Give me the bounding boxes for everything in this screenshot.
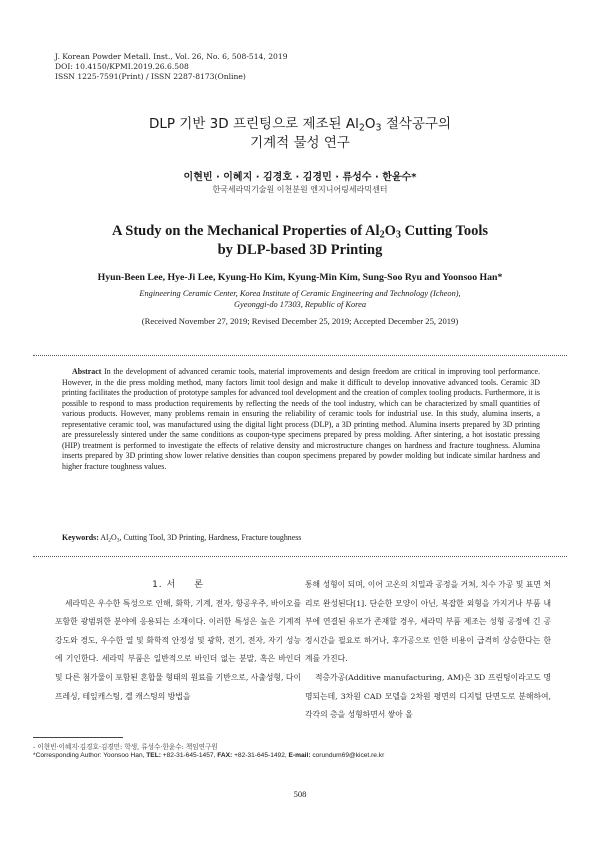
- english-authors: Hyun-Been Lee, Hye-Ji Lee, Kyung-Ho Kim, Kyung-Min Kim, Sung-Soo Ryu and Yoonsoo Han*: [97, 272, 503, 283]
- abstract-text: In the development of advanced ceramic tools, material improvements and design freedom are critical in improving tool performance. However, in the die press molding method, many factors limit tool design and make it difficult to develop innovative advanced tools. Ceramic 3D printing facilitates the production of prototype samples for advanced tool development and the creation of complex tooling products. Furthermore, it is possible to respond to mass production requirements by reflecting the needs of the tool industry, which can be characterized by small quantities of various products. However, many problems remain in ensuring the reliability of ceramic tools for industrial use. In this study, alumina inserts, a representative ceramic tool, was manufactured using the digital light process (DLP), a 3D printing method. Alumina inserts prepared by 3D printing are pressurelessly sintered under the same conditions as coupon-type specimens prepared by press molding. After sintering, a hot isostatic pressing (HIP) treatment is performed to investigate the effects of relative density and microstructure changes on hardness and fracture toughness. Alumina inserts prepared by 3D printing show lower relative densities than coupon specimens prepared by powder molding but indicate similar hardness and higher fracture toughness values.: [62, 367, 540, 471]
- body-paragraph: 통해 성형이 되며, 이어 고온의 치밀과 공정을 거쳐, 치수 가공 및 표면 처리로 완성된다[1]. 단순한 모양이 아닌, 복잡한 외형을 가지거나 부품 내부에 연결된 유로가 존재할 경우, 세라믹 부품 제조는 성형 공정에 긴 공정시간을 필요로 하거나, 후가공으로 인한 비용이 급격히 상승한다는 한계를 가진다.: [305, 580, 551, 664]
- keywords-label: Keywords:: [62, 533, 99, 542]
- section-heading-number: 1. 서: [152, 580, 177, 590]
- english-affiliation: [0, 288, 600, 310]
- english-title-line2: by DLP-based 3D Printing: [217, 242, 383, 258]
- footnote-email: corundum69@kicet.re.kr: [310, 752, 385, 759]
- footnote-email-label: E-mail:: [288, 752, 311, 759]
- english-affiliation-line2: Gyeonggi-do 17303, Republic of Korea: [233, 300, 367, 309]
- english-title-text-a: A Study on the Mechanical Properties of Al: [111, 223, 380, 239]
- keywords-text-b: O: [111, 533, 117, 542]
- page-number: 508: [293, 789, 307, 799]
- keywords-sub-a: 2: [108, 537, 112, 544]
- abstract-bottom-divider: [33, 556, 567, 557]
- keywords-sub-b: 3: [116, 537, 120, 544]
- abstract: [62, 367, 540, 472]
- body-right-column: [305, 576, 551, 725]
- korean-title-sub-b: 3: [375, 122, 382, 134]
- english-title-text-b: O: [384, 223, 396, 239]
- footnote-tel-label: TEL:: [146, 752, 161, 759]
- korean-title-text-c: 절삭공구의: [381, 116, 452, 132]
- korean-affiliation: 한국세라믹기술원 이천분원 엔지니어링세라믹센터: [212, 185, 388, 194]
- body-left-column: [55, 576, 301, 706]
- footnote-corr-text: *Corresponding Author: Yoonsoo Han,: [33, 752, 147, 759]
- keywords-text-c: , Cutting Tool, 3D Printing, Hardness, Fracture toughness: [119, 533, 302, 542]
- body-paragraph: 세라믹은 우수한 특성으로 인해, 화학, 기계, 전자, 항공우주, 바이오를 포함한 광범위한 분야에 응용되는 소재이다. 이러한 특성은 높은 기계적 강도와 경도, 우수한 열 및 화학적 안정성 및 광학, 전기, 전자, 자기 성능에 기인한다. 세라믹 부품은 일반적으로 바인더 없는 분말, 혹은 바인더 및 다른 첨가물이 포함된 혼합물 형태의 원료를 기반으로, 사출성형, 다이 프레싱, 테잎캐스팅, 겔 캐스팅의 방법을: [55, 598, 301, 701]
- korean-title-text-b: O: [364, 116, 376, 132]
- section-heading-tail: 론: [194, 580, 204, 590]
- received-dates: (Received November 27, 2019; Revised December 25, 2019; Accepted December 25, 2019): [141, 316, 459, 326]
- korean-title-line2: 기계적 물성 연구: [250, 135, 350, 151]
- english-title-line1: [0, 222, 600, 241]
- korean-title: [0, 115, 600, 153]
- korean-title-sub-a: 2: [358, 122, 365, 134]
- journal-info: [55, 52, 288, 83]
- journal-citation: J. Korean Powder Metall. Inst., Vol. 26, No. 6, 508-514, 2019: [55, 52, 288, 61]
- footnote-corresponding: [33, 752, 384, 759]
- english-title-sub-b: 3: [395, 229, 401, 241]
- abstract-top-divider: [33, 355, 567, 356]
- journal-doi: DOI: 10.4150/KPMI.2019.26.6.508: [55, 62, 189, 72]
- korean-title-text-a: DLP 기반 3D 프린팅으로 제조된 Al: [148, 116, 359, 132]
- footnote-tel: +82-31-645-1457,: [160, 752, 218, 759]
- korean-authors: 이현빈 · 이혜지 · 김경호 · 김경민 · 류성수 · 한윤수*: [183, 172, 417, 183]
- footnote-authors: - 이현빈·이혜지·김경호·김경민: 학생, 류성수·한윤수: 책임연구원: [33, 743, 218, 751]
- korean-title-line1: [0, 115, 600, 134]
- keywords: [62, 533, 301, 542]
- english-title-sub-a: 2: [379, 229, 385, 241]
- footnote-rule: [33, 737, 123, 738]
- footnote-fax: +82-31-645-1492,: [232, 752, 289, 759]
- english-affiliation-line1: Engineering Ceramic Center, Korea Institute of Ceramic Engineering and Technology (Icheon),: [139, 289, 461, 298]
- english-title-text-c: Cutting Tools: [400, 223, 489, 239]
- abstract-label: Abstract: [72, 367, 102, 376]
- footnote-fax-label: FAX:: [217, 752, 233, 759]
- english-title: [0, 222, 600, 260]
- journal-issn: ISSN 1225-7591(Print) / ISSN 2287-8173(Online): [55, 72, 246, 82]
- keywords-text-a: Al: [98, 533, 109, 542]
- body-paragraph: 적층가공(Additive manufacturing, AM)은 3D 프린팅이라고도 명명되는데, 3차원 CAD 모델을 2차원 평면의 디지털 단면도로 분해하여, 각각의 층을 성형하면서 쌓아 올: [305, 672, 551, 720]
- section-heading-introduction: [55, 576, 301, 595]
